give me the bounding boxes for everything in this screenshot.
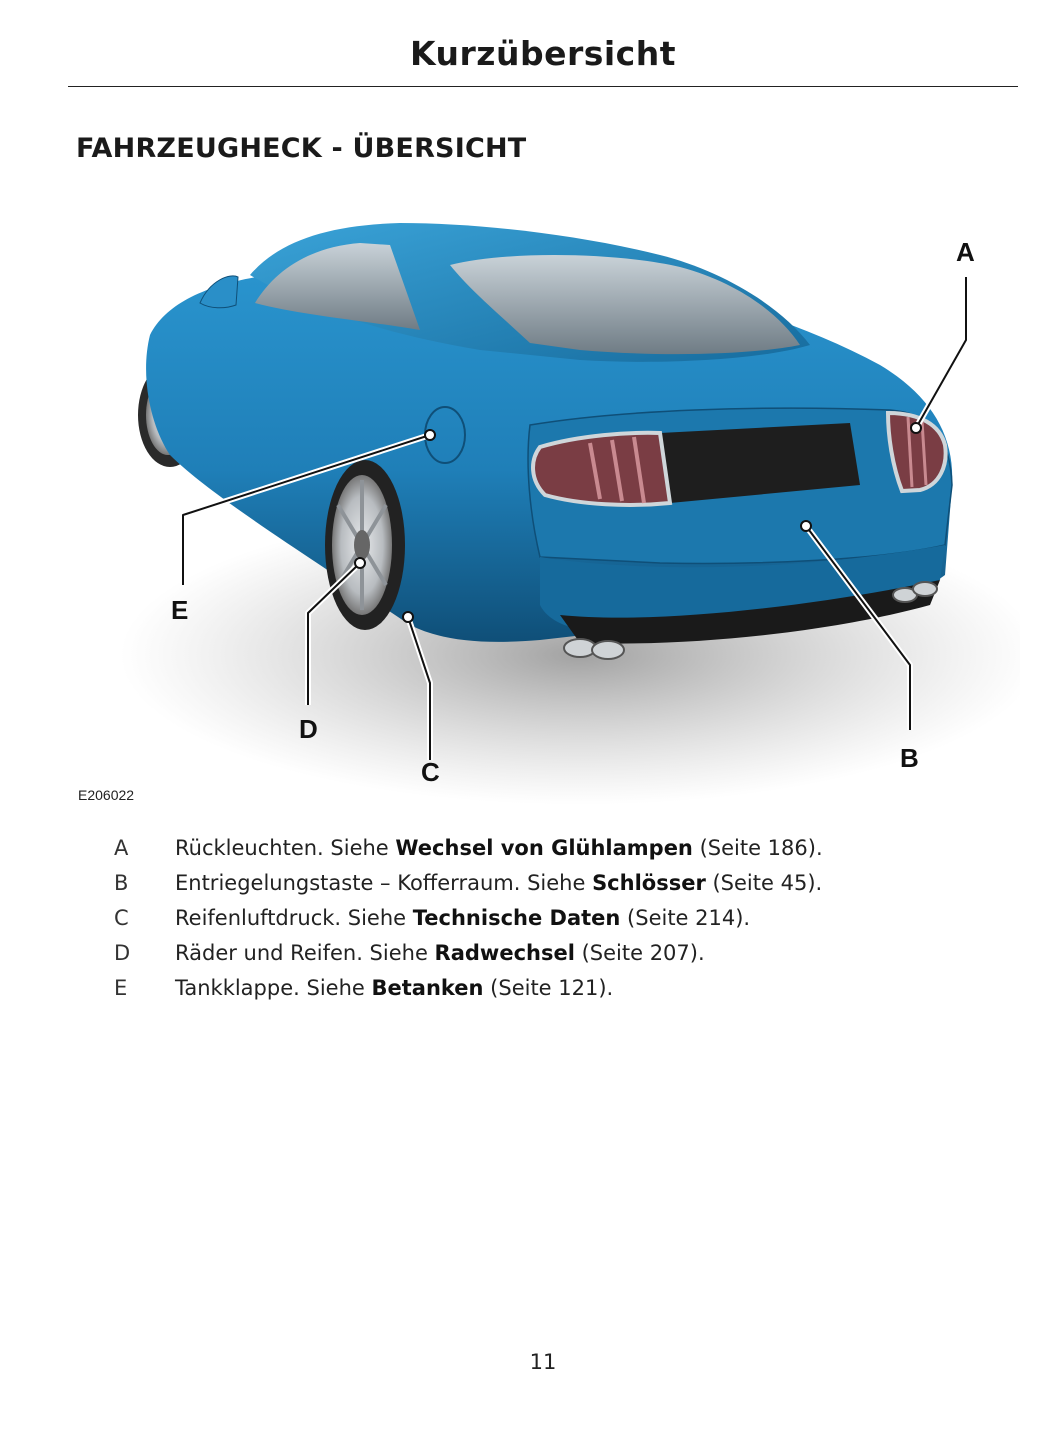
legend-reference-link[interactable]: Schlösser <box>592 871 706 895</box>
legend-description: Rückleuchten. Siehe Wechsel von Glühlampen (Seite 186). <box>175 836 823 860</box>
callout-dot-e <box>425 430 435 440</box>
car-rear-drawing <box>60 185 1020 810</box>
callout-label-e: E <box>171 595 189 625</box>
legend-reference-link[interactable]: Technische Daten <box>412 906 621 930</box>
legend-description: Reifenluftdruck. Siehe Technische Daten (Seite 214). <box>175 906 751 930</box>
callout-label-a: A <box>956 237 975 267</box>
page-header-title: Kurzübersicht <box>409 34 677 73</box>
page-number: 11 <box>529 1350 557 1374</box>
left-exhaust <box>564 639 596 657</box>
legend-description: Tankklappe. Siehe Betanken (Seite 121). <box>175 976 614 1000</box>
car-rear-illustration <box>60 185 1020 810</box>
legend-letter: B <box>114 871 129 895</box>
callout-dot-a <box>911 423 921 433</box>
right-exhaust-2 <box>913 582 937 596</box>
legend-letter: A <box>114 836 129 860</box>
legend-reference-link[interactable]: Betanken <box>371 976 484 1000</box>
callout-label-b: B <box>900 743 919 773</box>
left-tail-light <box>533 433 670 505</box>
legend-letter: E <box>114 976 128 1000</box>
header-divider <box>68 86 1018 87</box>
left-exhaust-2 <box>592 641 624 659</box>
callout-dot-b <box>801 521 811 531</box>
legend-reference-link[interactable]: Wechsel von Glühlampen <box>395 836 693 860</box>
callout-label-c: C <box>421 757 440 787</box>
callout-label-d: D <box>299 714 318 744</box>
callout-dot-d <box>355 558 365 568</box>
legend-letter: C <box>114 906 129 930</box>
legend-letter: D <box>114 941 131 965</box>
figure-id: E206022 <box>78 787 135 803</box>
legend-reference-link[interactable]: Radwechsel <box>434 941 575 965</box>
callout-dot-c <box>403 612 413 622</box>
legend-description: Entriegelungstaste – Kofferraum. Siehe Schlösser (Seite 45). <box>175 871 823 895</box>
near-hub <box>354 530 370 560</box>
section-heading: FAHRZEUGHECK - ÜBERSICHT <box>76 133 527 164</box>
legend-description: Räder und Reifen. Siehe Radwechsel (Seite 207). <box>175 941 705 965</box>
